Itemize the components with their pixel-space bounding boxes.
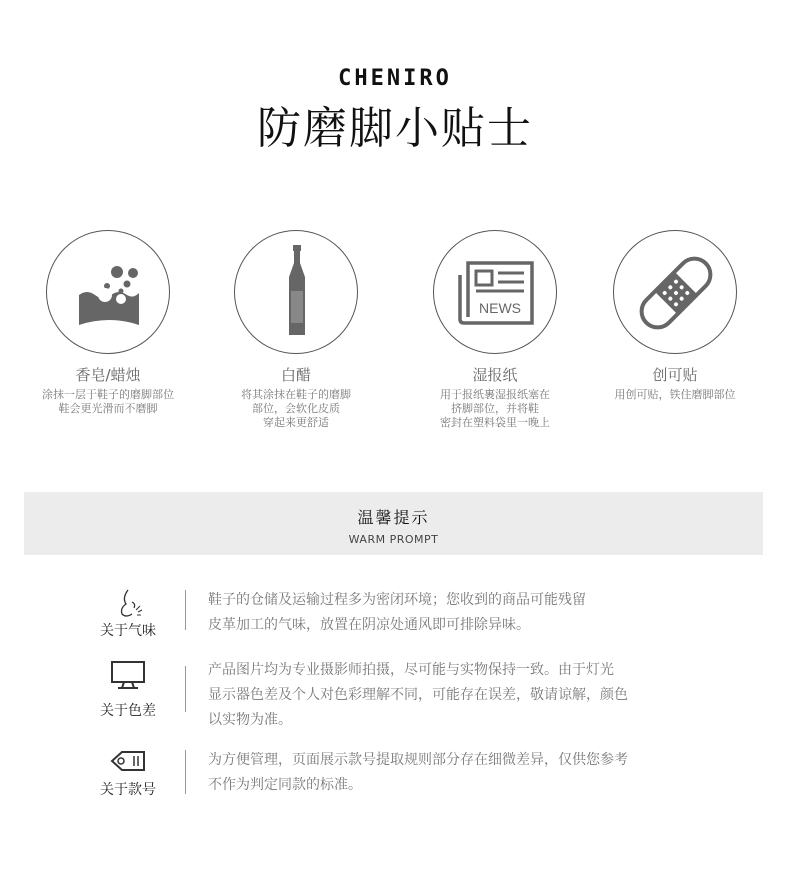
tip-vinegar: [206, 230, 386, 430]
notice-line: 产品图片均为专业摄影师拍摄，尽可能与实物保持一致。由于灯光: [208, 662, 614, 678]
tip-desc-line: 部位，会软化皮质: [252, 402, 340, 415]
tip-name: 香皂/蜡烛: [75, 366, 141, 384]
tip-desc-line: 涂抹一层于鞋子的磨脚部位: [42, 388, 174, 401]
banner-subtitle: WARM PROMPT: [348, 533, 439, 546]
tip-name: 创可贴: [652, 366, 698, 384]
notice-line: 显示器色差及个人对色彩理解不同，可能存在误差，敬请谅解，颜色: [208, 687, 628, 703]
tip-name: 白醋: [280, 366, 311, 384]
tip-desc-line: 挤脚部位，并将鞋: [451, 402, 539, 415]
notice-line: 不作为判定同款的标准。: [208, 777, 362, 793]
tip-soap: [18, 230, 198, 416]
tip-desc-line: 将其涂抹在鞋子的磨脚: [241, 388, 351, 401]
page-title: 防磨脚小贴士: [257, 103, 533, 154]
notice-item-number: [0, 748, 790, 818]
news-icon-text: NEWS: [479, 300, 521, 316]
tip-desc-line: 密封在塑料袋里一晚上: [440, 416, 550, 429]
tip-circle: [433, 230, 557, 354]
tip-circle: [234, 230, 358, 354]
tip-desc-line: 穿起来更舒适: [263, 416, 329, 429]
notice-line: 鞋子的仓储及运输过程多为密闭环境；您收到的商品可能残留: [208, 592, 586, 608]
nose-smell-icon: [108, 588, 148, 620]
notice-divider: [185, 666, 186, 712]
brand-logo: CHENIRO: [338, 66, 452, 91]
notice-line: 以实物为准。: [208, 712, 292, 728]
notice-text: [208, 748, 688, 798]
tip-description: [405, 388, 585, 430]
notice-text: [208, 658, 688, 733]
tip-description: [206, 388, 386, 430]
tip-description: [585, 388, 765, 402]
tip-description: [18, 388, 198, 416]
soap-bubbles-icon: [47, 231, 171, 355]
tip-desc-line: 用创可贴，铁住磨脚部位: [614, 388, 736, 401]
notice-color: [0, 658, 790, 728]
notice-divider: [185, 750, 186, 794]
notice-divider: [185, 590, 186, 630]
tip-desc-line: 用于报纸裹湿报纸塞在: [440, 388, 550, 401]
notice-label: 关于气味: [100, 623, 156, 639]
warm-prompt-banner: [24, 492, 763, 555]
tip-circle: [46, 230, 170, 354]
tip-bandage: [585, 230, 765, 402]
price-tag-icon: [108, 748, 148, 780]
notice-label: 关于款号: [100, 782, 156, 798]
tip-newspaper: [405, 230, 585, 430]
tip-name: 湿报纸: [472, 366, 518, 384]
notice-smell: [0, 588, 790, 658]
vinegar-bottle-icon: [235, 231, 359, 355]
notice-label: 关于色差: [100, 703, 156, 719]
bandage-icon: [614, 231, 738, 355]
tip-circle: [613, 230, 737, 354]
notice-line: 皮革加工的气味，放置在阴凉处通风即可排除异味。: [208, 617, 530, 633]
banner-title: 温馨提示: [357, 508, 430, 527]
tip-desc-line: 鞋会更光滑而不磨脚: [58, 402, 158, 415]
monitor-icon: [108, 658, 148, 690]
notice-text: [208, 588, 688, 638]
newspaper-icon: [434, 231, 558, 355]
notice-line: 为方便管理，页面展示款号提取规则部分存在细微差异，仅供您参考: [208, 752, 628, 768]
